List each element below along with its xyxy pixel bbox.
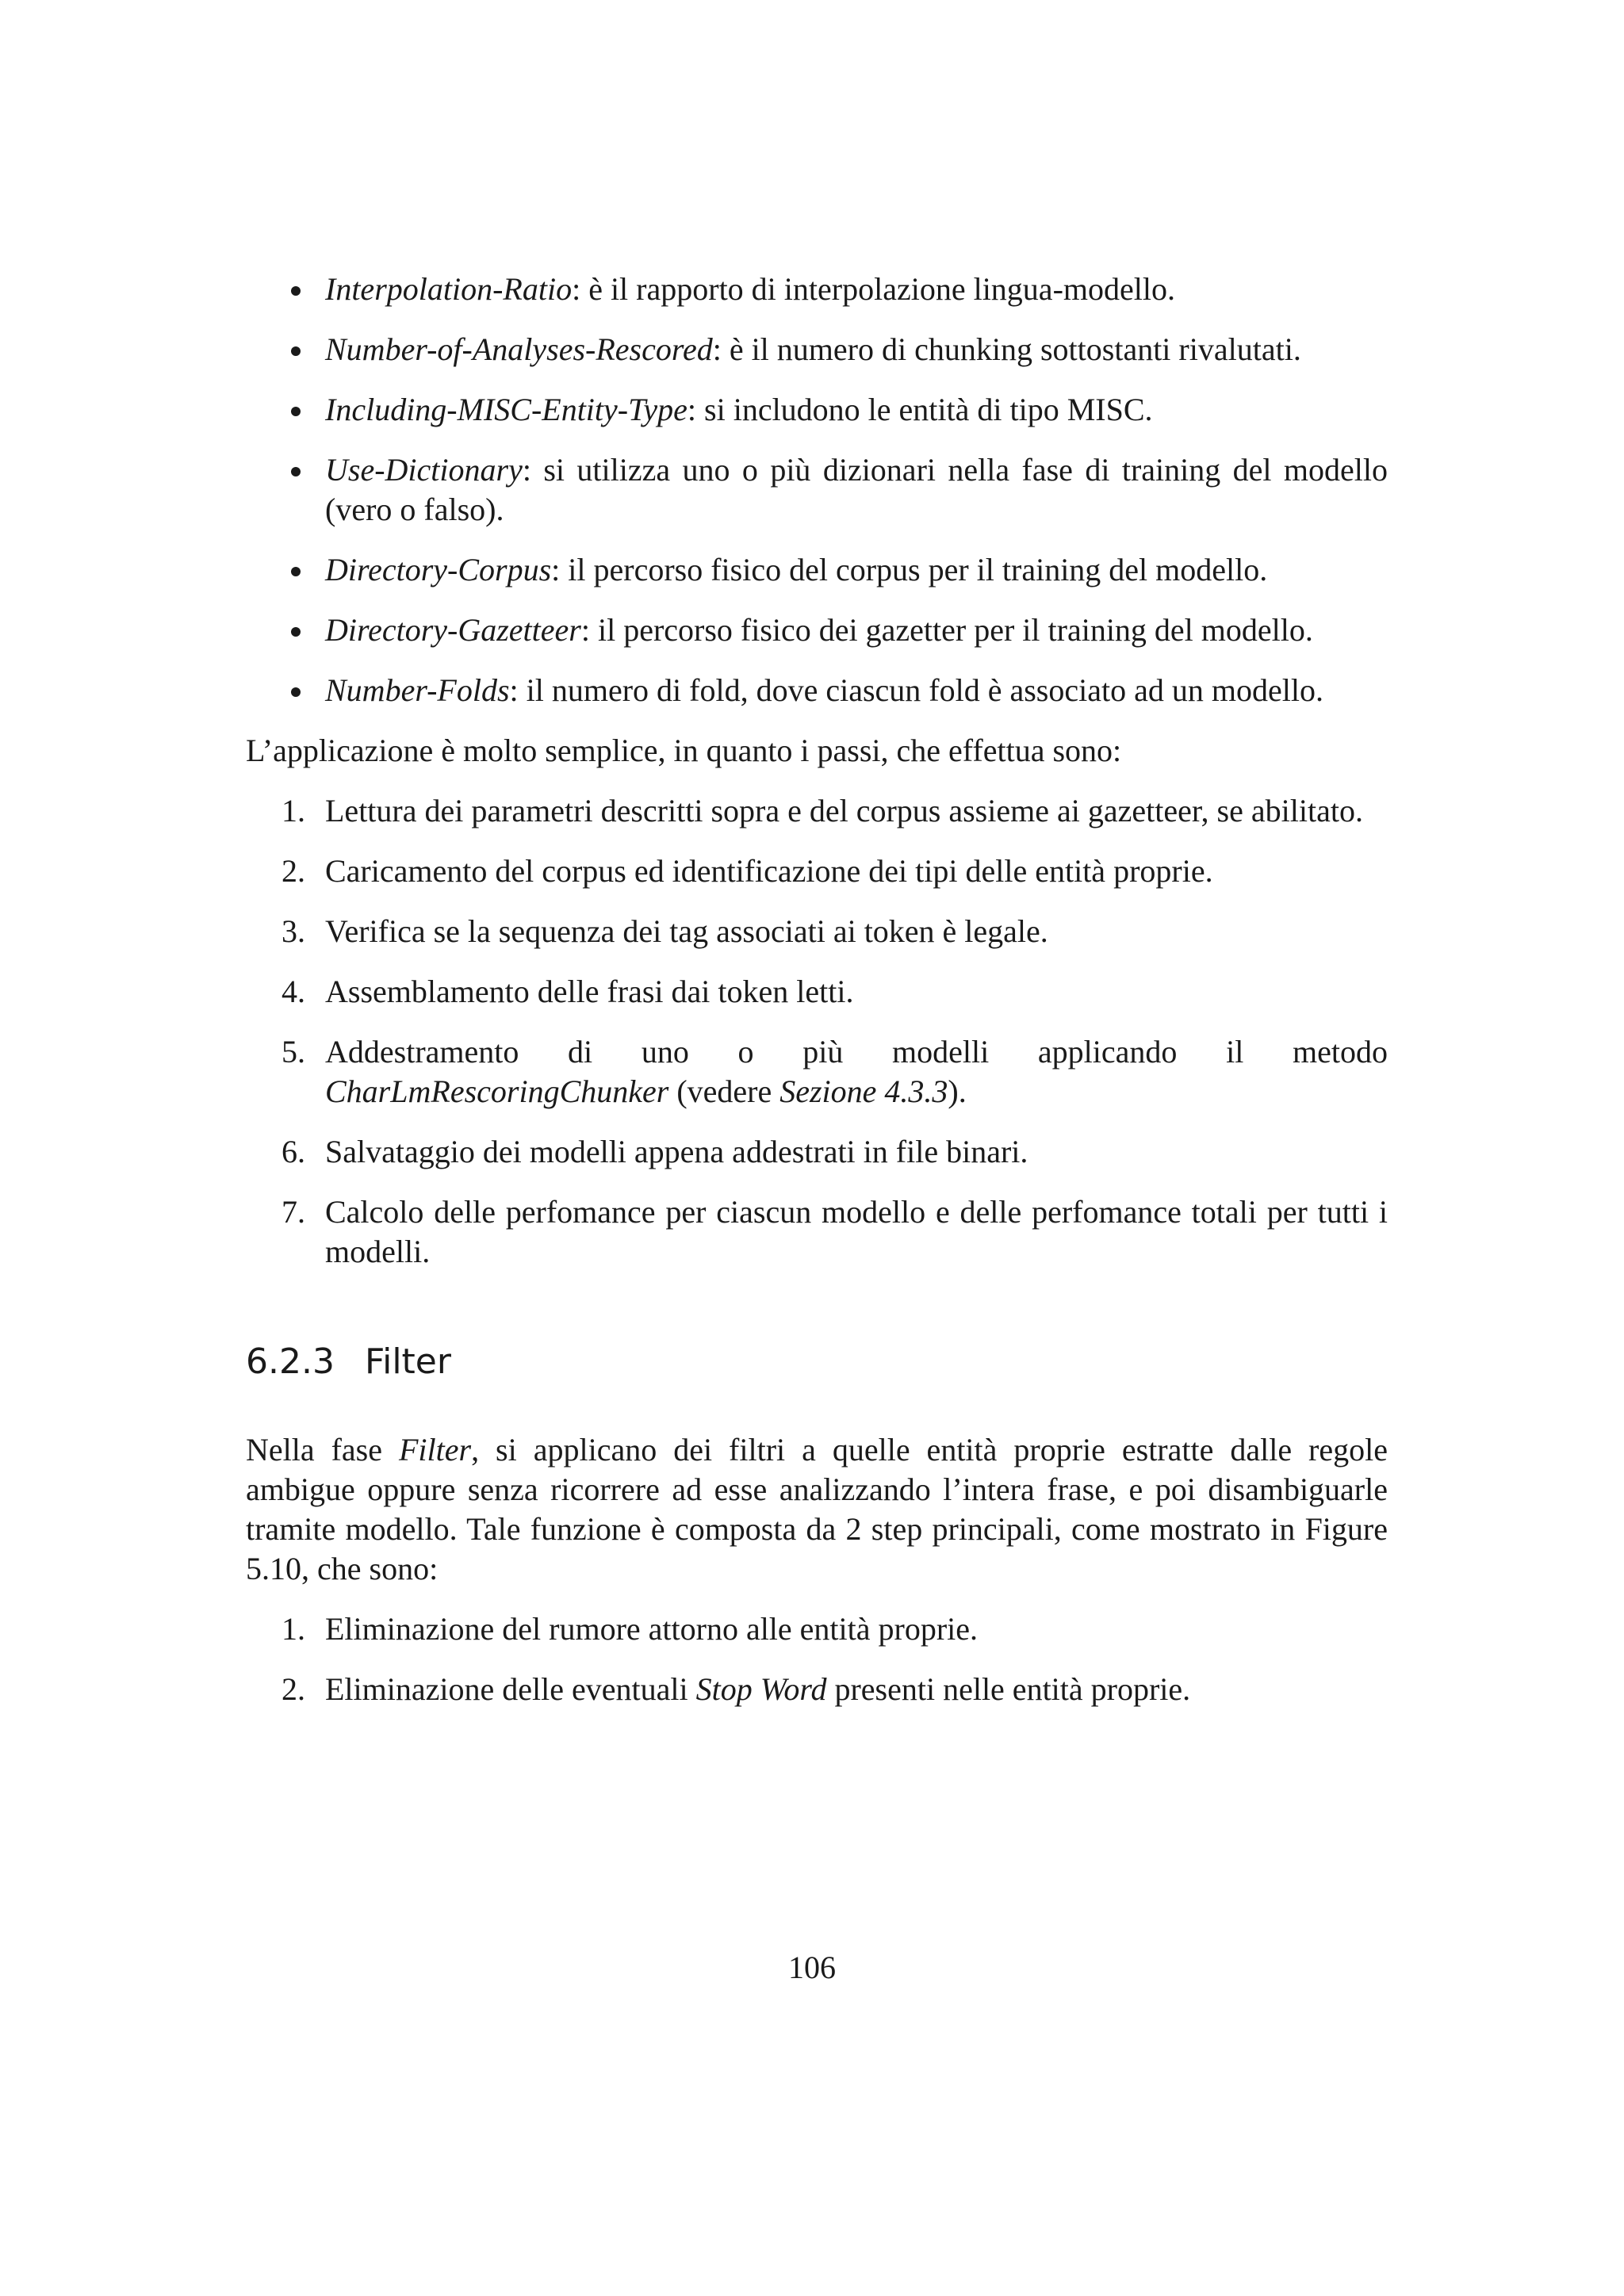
param-desc: : il percorso fisico del corpus per il training del modello. [551,552,1268,587]
step-number: 2. [282,853,305,889]
param-desc: : si utilizza uno o più dizionari nella fase di training del modello (vero o falso). [325,452,1388,527]
step-number: 1. [282,1611,305,1647]
list-item [246,1132,1388,1172]
list-item [246,610,1388,650]
paragraph-text: Nella fase [246,1432,399,1468]
list-item [246,330,1388,369]
intro-paragraph: L’applicazione è molto semplice, in quanto i passi, che effettua sono: [246,733,1122,768]
list-item [246,390,1388,430]
step-text: Caricamento del corpus ed identificazione dei tipi delle entità proprie. [325,853,1213,889]
param-term: Including-MISC-Entity-Type [325,392,688,427]
step-text: ). [948,1073,967,1109]
step-number: 4. [282,974,305,1009]
list-item [246,851,1388,891]
section-title: Filter [365,1341,451,1382]
step-text: Eliminazione del rumore attorno alle entità proprie. [325,1611,979,1647]
step-text: Verifica se la sequenza dei tag associati ai token è legale. [325,913,1048,949]
list-item [246,1192,1388,1272]
step-text: presenti nelle entità proprie. [826,1671,1191,1707]
step-number: 7. [282,1194,305,1230]
step-number: 6. [282,1134,305,1169]
param-term: Use-Dictionary [325,452,523,488]
section-reference: Sezione 4.3.3 [779,1073,948,1109]
method-name: CharLmRescoringChunker [325,1073,669,1109]
param-desc: : è il numero di chunking sottostanti rivalutati. [712,331,1301,367]
section-number: 6.2.3 [246,1341,335,1382]
step-number: 5. [282,1034,305,1070]
phase-name: Filter [398,1432,472,1468]
list-item [246,972,1388,1012]
list-item [246,450,1388,530]
param-desc: : il percorso fisico dei gazetter per il training del modello. [580,612,1313,648]
step-text: Addestramento di uno o più modelli applicando il metodo [325,1034,1388,1070]
filter-paragraph [246,1430,1388,1589]
list-item [246,550,1388,590]
list-item [246,270,1388,309]
term-stop-word: Stop Word [695,1671,827,1707]
step-text: Assemblamento delle frasi dai token letti. [325,974,854,1009]
step-text: Lettura dei parametri descritti sopra e del corpus assieme ai gazetteer, se abilitato. [325,793,1363,828]
list-item [246,1670,1388,1709]
param-term: Directory-Gazetteer [325,612,581,648]
step-text: Calcolo delle perfomance per ciascun modello e delle perfomance totali per tutti i modelli. [325,1194,1388,1269]
parameter-list [246,270,1388,710]
paragraph-text: , si applicano dei filtri a quelle entità proprie estratte dalle regole ambigue oppure senza ricorrere ad esse analizzando l’intera frase, e poi disambiguarle tramite modello. Tale funzione è composta da 2 step principali, come mostrato in Figure 5.10, che sono: [246,1432,1388,1586]
filter-steps [246,1609,1388,1709]
param-desc: : si includono le entità di tipo MISC. [687,392,1153,427]
section-heading [246,1340,1388,1384]
page-number: 106 [788,1950,836,1985]
param-term: Directory-Corpus [325,552,552,587]
param-term: Number-Folds [325,672,510,708]
application-steps [246,791,1388,1272]
step-number: 2. [282,1671,305,1707]
param-term: Interpolation-Ratio [325,271,573,307]
list-item [246,1032,1388,1112]
step-number: 3. [282,913,305,949]
param-desc: : è il rapporto di interpolazione lingua-modello. [572,271,1175,307]
step-text: Salvataggio dei modelli appena addestrati in file binari. [325,1134,1028,1169]
step-number: 1. [282,793,305,828]
page-body [246,270,1388,1730]
param-desc: : il numero di fold, dove ciascun fold è associato ad un modello. [509,672,1323,708]
list-item [246,1609,1388,1649]
step-text: (vedere [668,1073,780,1109]
param-term: Number-of-Analyses-Rescored [325,331,713,367]
list-item [246,671,1388,710]
list-item [246,791,1388,831]
list-item [246,912,1388,951]
step-text: Eliminazione delle eventuali [325,1671,696,1707]
